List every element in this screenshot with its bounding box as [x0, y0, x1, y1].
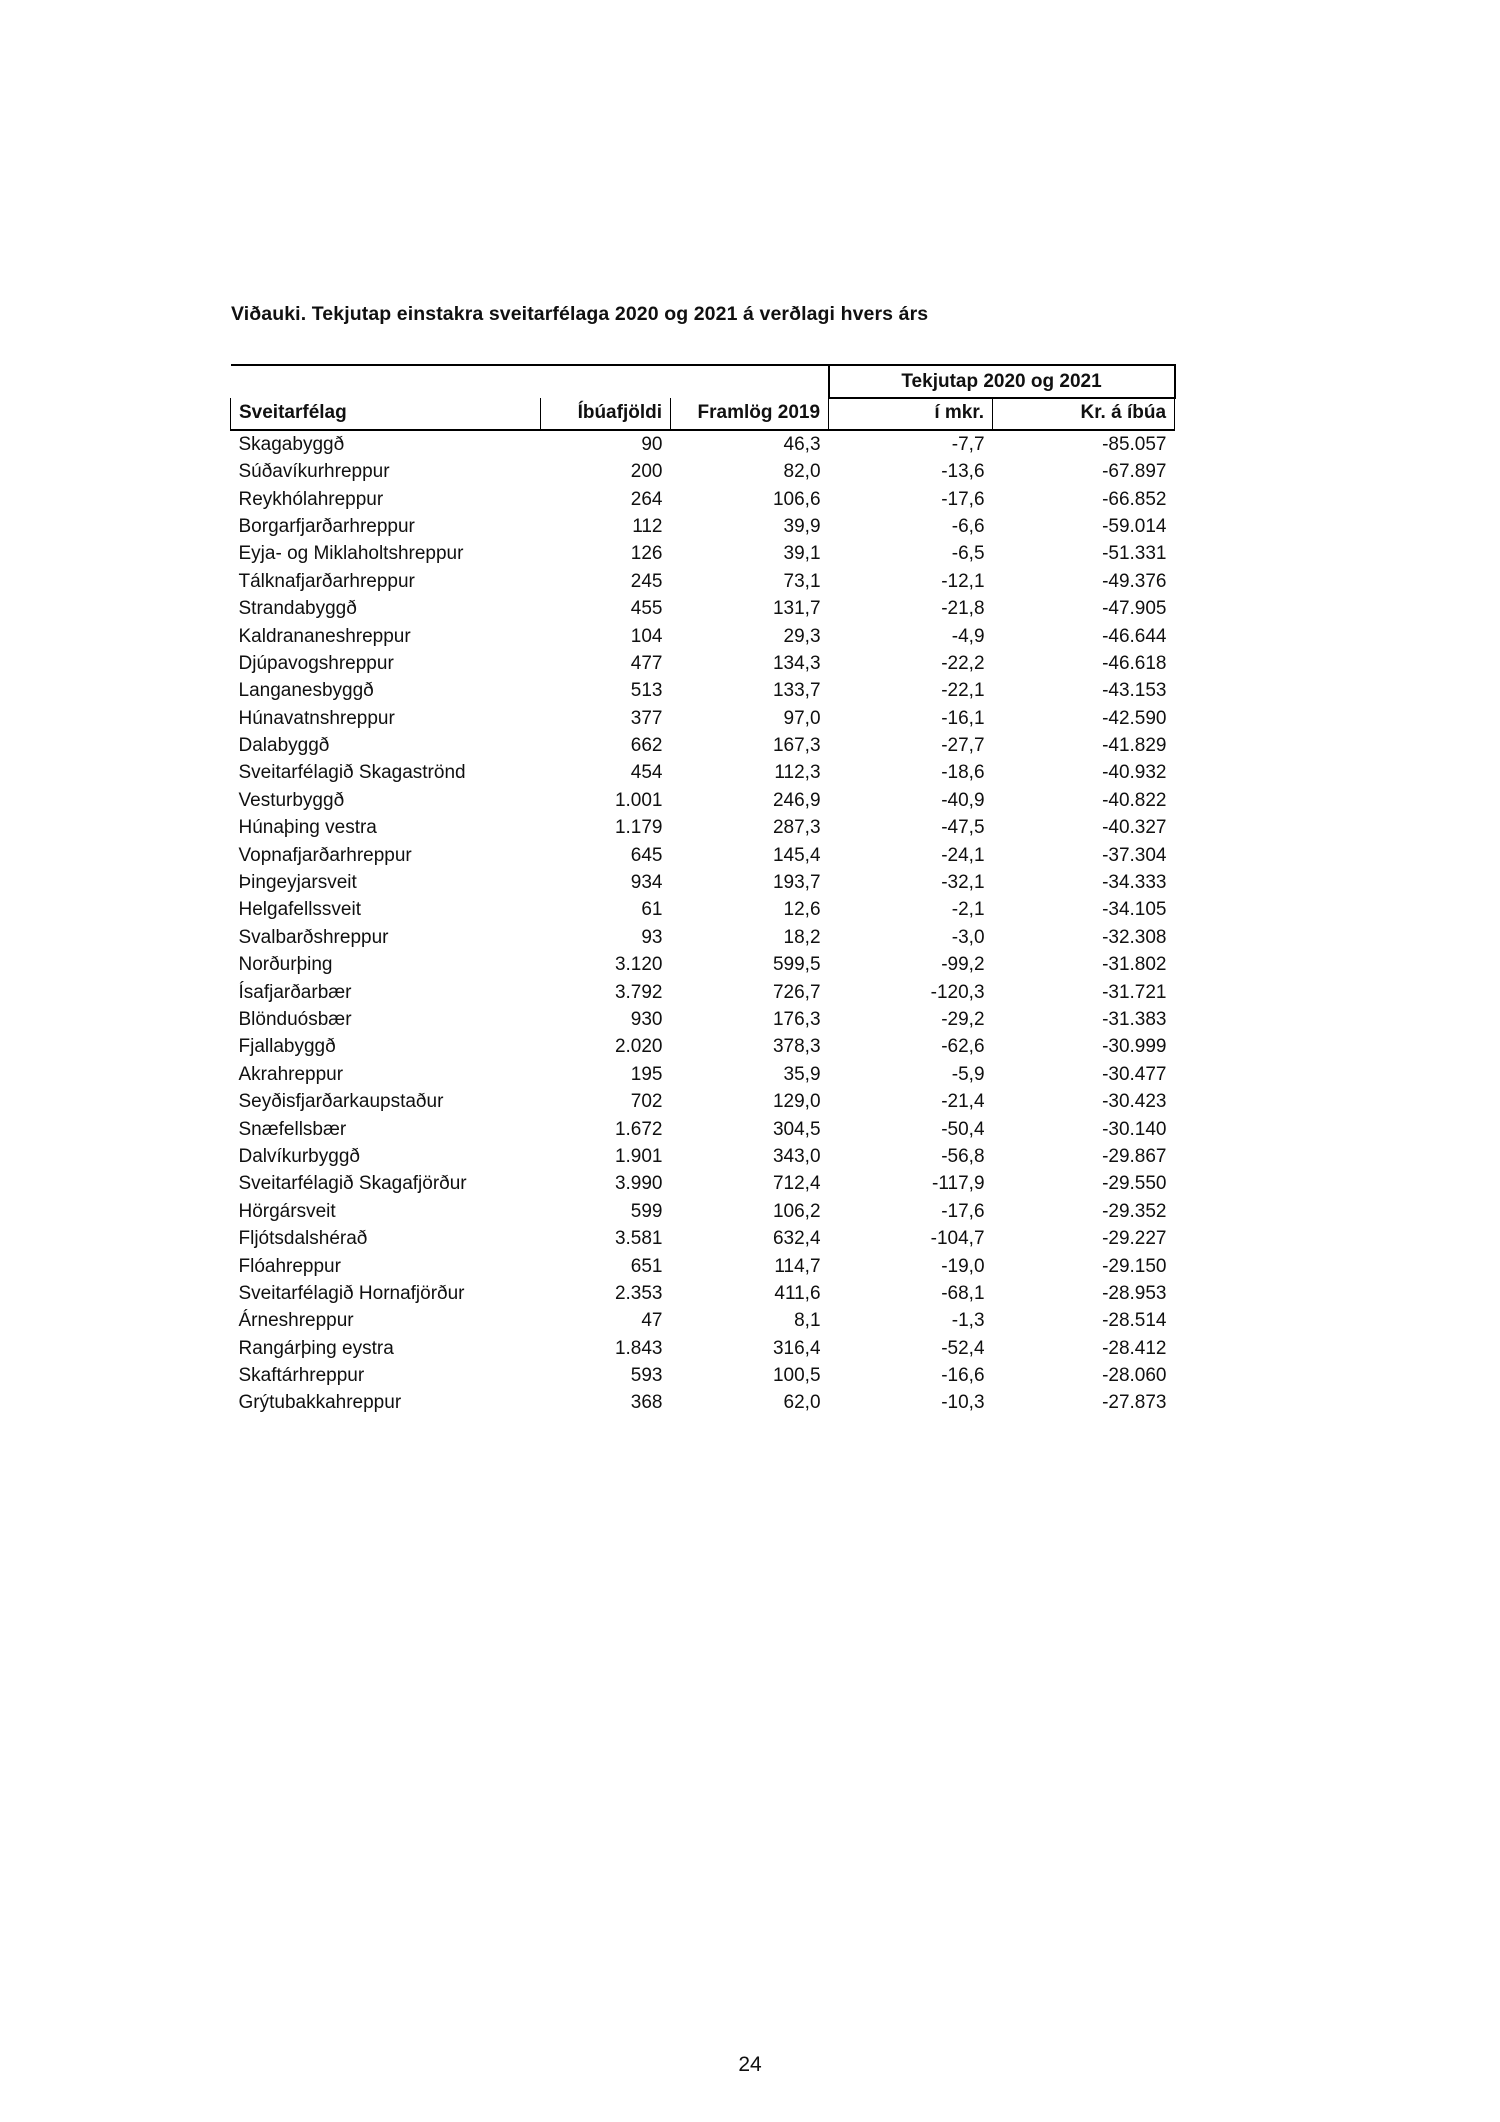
population-cell: 1.672: [614, 1118, 663, 1140]
population-cell: 195: [630, 1063, 663, 1085]
population-cell: 3.792: [614, 981, 663, 1003]
table-body: [231, 430, 1175, 1417]
column-header-ibuafjoldi: Íbúafjöldi: [541, 398, 671, 430]
loss-mkr-cell: -3,0: [951, 926, 985, 948]
loss-kr-per-capita-cell: -37.304: [1102, 844, 1167, 866]
table-row: [231, 430, 1175, 458]
population-cell: 1.179: [614, 817, 663, 839]
column-header-kr-a-ibua: Kr. á íbúa: [993, 398, 1175, 430]
population-cell: 454: [630, 762, 663, 784]
contribution-2019-cell: 62,0: [783, 1392, 821, 1414]
contribution-2019-cell: 39,9: [783, 515, 821, 537]
population-cell: 513: [630, 680, 663, 702]
loss-kr-per-capita-cell: -43.153: [1102, 680, 1167, 702]
loss-kr-per-capita-cell: -67.897: [1102, 461, 1167, 483]
municipality-name-cell: Skaftárhreppur: [238, 1365, 365, 1387]
table-row: [231, 1225, 1175, 1252]
table-row: [231, 485, 1175, 512]
contribution-2019-cell: 46,3: [783, 434, 821, 455]
loss-kr-per-capita-cell: -28.953: [1102, 1282, 1167, 1304]
population-cell: 2.020: [614, 1036, 663, 1058]
contribution-2019-cell: 39,1: [783, 543, 821, 565]
contribution-2019-cell: 133,7: [772, 680, 821, 702]
loss-kr-per-capita-cell: -28.412: [1102, 1337, 1167, 1359]
municipality-name-cell: Árneshreppur: [238, 1310, 354, 1332]
loss-mkr-cell: -104,7: [930, 1228, 985, 1250]
loss-kr-per-capita-cell: -28.514: [1102, 1310, 1167, 1332]
municipality-name-cell: Sveitarfélagið Hornafjörður: [238, 1282, 465, 1304]
loss-kr-per-capita-cell: -42.590: [1102, 707, 1167, 729]
municipality-name-cell: Grýtubakkahreppur: [238, 1392, 402, 1414]
municipality-name-cell: Dalvíkurbyggð: [238, 1145, 360, 1167]
loss-kr-per-capita-cell: -40.822: [1102, 789, 1167, 811]
table-row: [231, 1362, 1175, 1389]
municipality-name-cell: Tálknafjarðarhreppur: [238, 570, 415, 592]
population-cell: 104: [630, 625, 663, 647]
population-cell: 245: [630, 570, 663, 592]
loss-mkr-cell: -117,9: [932, 1173, 985, 1195]
contribution-2019-cell: 378,3: [772, 1036, 821, 1058]
table-row: [231, 787, 1175, 814]
table-row: [231, 759, 1175, 786]
loss-mkr-cell: -1,3: [951, 1310, 985, 1332]
contribution-2019-cell: 343,0: [772, 1145, 821, 1167]
municipality-name-cell: Svalbarðshreppur: [238, 926, 389, 948]
loss-kr-per-capita-cell: -29.150: [1102, 1255, 1167, 1277]
population-cell: 930: [630, 1009, 663, 1030]
municipality-name-cell: Skagabyggð: [238, 434, 345, 455]
loss-kr-per-capita-cell: -30.423: [1102, 1091, 1167, 1113]
contribution-2019-cell: 304,5: [772, 1118, 821, 1140]
contribution-2019-cell: 8,1: [794, 1310, 821, 1332]
table-row: [231, 1033, 1175, 1060]
loss-kr-per-capita-cell: -47.905: [1102, 598, 1167, 620]
table-row: [231, 568, 1175, 595]
population-cell: 651: [630, 1255, 663, 1277]
loss-mkr-cell: -7,7: [951, 434, 985, 455]
table-row: [231, 458, 1175, 485]
table-row: [231, 622, 1175, 649]
loss-mkr-cell: -22,2: [941, 652, 985, 674]
municipality-name-cell: Blönduósbær: [238, 1009, 352, 1030]
group-header-spacer: [231, 365, 829, 398]
table-row: [231, 1307, 1175, 1334]
municipality-name-cell: Borgarfjarðarhreppur: [238, 515, 415, 537]
population-cell: 599: [630, 1200, 663, 1222]
table-row: [231, 896, 1175, 923]
table-row: [231, 1115, 1175, 1142]
table-row: [231, 1198, 1175, 1225]
loss-mkr-cell: -16,6: [941, 1365, 985, 1387]
loss-mkr-cell: -19,0: [941, 1255, 985, 1277]
population-cell: 3.990: [614, 1173, 663, 1195]
loss-kr-per-capita-cell: -31.802: [1102, 954, 1167, 976]
contribution-2019-cell: 29,3: [783, 625, 821, 647]
municipality-name-cell: Húnavatnshreppur: [238, 707, 395, 729]
population-cell: 377: [630, 707, 663, 729]
column-header-i-mkr: í mkr.: [829, 398, 993, 430]
municipality-name-cell: Fljótsdalshérað: [238, 1228, 368, 1250]
table-row: [231, 1143, 1175, 1170]
loss-mkr-cell: -2,1: [951, 899, 985, 921]
population-cell: 368: [630, 1392, 663, 1414]
population-cell: 3.581: [614, 1228, 663, 1250]
column-header-sveitarfelag: Sveitarfélag: [231, 398, 541, 430]
loss-kr-per-capita-cell: -34.333: [1102, 872, 1167, 894]
contribution-2019-cell: 73,1: [783, 570, 821, 592]
population-cell: 3.120: [614, 954, 663, 976]
loss-kr-per-capita-cell: -40.932: [1102, 762, 1167, 784]
loss-mkr-cell: -56,8: [941, 1145, 985, 1167]
contribution-2019-cell: 106,6: [772, 488, 821, 510]
table-row: [231, 1170, 1175, 1197]
contribution-2019-cell: 599,5: [772, 954, 821, 976]
revenue-loss-table: [230, 364, 1176, 1417]
municipality-name-cell: Súðavíkurhreppur: [238, 461, 390, 483]
population-cell: 264: [630, 488, 663, 510]
loss-mkr-cell: -13,6: [941, 461, 985, 483]
contribution-2019-cell: 287,3: [772, 817, 821, 839]
contribution-2019-cell: 316,4: [772, 1337, 821, 1359]
table-row: [231, 595, 1175, 622]
municipality-name-cell: Seyðisfjarðarkaupstaður: [238, 1091, 444, 1113]
loss-mkr-cell: -12,1: [941, 570, 985, 592]
municipality-name-cell: Ísafjarðarbær: [238, 981, 352, 1003]
loss-kr-per-capita-cell: -30.999: [1102, 1036, 1167, 1058]
loss-mkr-cell: -68,1: [941, 1282, 985, 1304]
loss-kr-per-capita-cell: -40.327: [1102, 817, 1167, 839]
loss-mkr-cell: -52,4: [941, 1337, 985, 1359]
contribution-2019-cell: 82,0: [783, 461, 821, 483]
contribution-2019-cell: 131,7: [772, 598, 821, 620]
municipality-name-cell: Sveitarfélagið Skagaströnd: [238, 762, 466, 784]
contribution-2019-cell: 106,2: [772, 1200, 821, 1222]
population-cell: 112: [632, 515, 663, 537]
population-cell: 61: [641, 899, 663, 921]
municipality-name-cell: Fjallabyggð: [238, 1036, 336, 1058]
table-row: [231, 1335, 1175, 1362]
population-cell: 662: [630, 735, 663, 757]
contribution-2019-cell: 176,3: [772, 1009, 821, 1030]
loss-kr-per-capita-cell: -59.014: [1102, 515, 1167, 537]
table-row: [231, 951, 1175, 978]
table-row: [231, 1061, 1175, 1088]
municipality-name-cell: Eyja- og Miklaholtshreppur: [238, 543, 464, 565]
table-row: [231, 978, 1175, 1005]
contribution-2019-cell: 134,3: [772, 652, 821, 674]
table-row: [231, 841, 1175, 868]
contribution-2019-cell: 18,2: [783, 926, 821, 948]
table-row: [231, 1252, 1175, 1279]
page-number: 24: [738, 2053, 762, 2076]
municipality-name-cell: Helgafellssveit: [238, 899, 361, 921]
loss-kr-per-capita-cell: -32.308: [1102, 926, 1167, 948]
group-header-cell: Tekjutap 2020 og 2021: [829, 365, 1175, 398]
contribution-2019-cell: 97,0: [783, 707, 821, 729]
municipality-name-cell: Rangárþing eystra: [238, 1337, 394, 1359]
municipality-name-cell: Vopnafjarðarhreppur: [238, 844, 412, 866]
table-row: [231, 540, 1175, 567]
table-row: [231, 814, 1175, 841]
contribution-2019-cell: 12,6: [783, 899, 821, 921]
loss-mkr-cell: -50,4: [941, 1118, 985, 1140]
group-header-row: [231, 365, 1175, 398]
municipality-name-cell: Akrahreppur: [238, 1063, 344, 1085]
loss-mkr-cell: -17,6: [941, 1200, 985, 1222]
loss-kr-per-capita-cell: -31.383: [1102, 1009, 1167, 1030]
table-row: [231, 1006, 1175, 1033]
loss-mkr-cell: -62,6: [941, 1036, 985, 1058]
municipality-name-cell: Norðurþing: [238, 954, 333, 976]
loss-kr-per-capita-cell: -31.721: [1102, 981, 1167, 1003]
table-row: [231, 1280, 1175, 1307]
loss-kr-per-capita-cell: -46.644: [1102, 625, 1167, 647]
table-row: [231, 677, 1175, 704]
loss-mkr-cell: -22,1: [941, 680, 985, 702]
municipality-name-cell: Snæfellsbær: [238, 1118, 347, 1140]
contribution-2019-cell: 167,3: [772, 735, 821, 757]
loss-kr-per-capita-cell: -85.057: [1102, 434, 1167, 455]
loss-mkr-cell: -4,9: [951, 625, 985, 647]
contribution-2019-cell: 193,7: [772, 872, 821, 894]
loss-mkr-cell: -27,7: [941, 735, 985, 757]
contribution-2019-cell: 145,4: [772, 844, 821, 866]
loss-mkr-cell: -5,9: [951, 1063, 985, 1085]
column-header-framlog-2019: Framlög 2019: [671, 398, 829, 430]
loss-mkr-cell: -10,3: [941, 1392, 985, 1414]
contribution-2019-cell: 246,9: [772, 789, 821, 811]
municipality-name-cell: Djúpavogshreppur: [238, 652, 394, 674]
table-row: [231, 650, 1175, 677]
loss-mkr-cell: -18,6: [941, 762, 985, 784]
population-cell: 477: [630, 652, 663, 674]
loss-kr-per-capita-cell: -41.829: [1102, 735, 1167, 757]
loss-mkr-cell: -6,5: [951, 543, 985, 565]
loss-kr-per-capita-cell: -27.873: [1102, 1392, 1167, 1414]
population-cell: 593: [630, 1365, 663, 1387]
table-row: [231, 732, 1175, 759]
contribution-2019-cell: 35,9: [783, 1063, 821, 1085]
loss-mkr-cell: -32,1: [941, 872, 985, 894]
loss-mkr-cell: -120,3: [930, 981, 985, 1003]
column-header-row: [231, 398, 1175, 430]
table-row: [231, 869, 1175, 896]
loss-kr-per-capita-cell: -34.105: [1102, 899, 1167, 921]
loss-kr-per-capita-cell: -29.227: [1102, 1228, 1167, 1250]
table-row: [231, 513, 1175, 540]
population-cell: 47: [641, 1310, 663, 1332]
municipality-name-cell: Dalabyggð: [238, 735, 330, 757]
municipality-name-cell: Húnaþing vestra: [238, 817, 377, 839]
page-title: Viðauki. Tekjutap einstakra sveitarfélaga 2020 og 2021 á verðlagi hvers árs: [231, 303, 929, 325]
population-cell: 1.843: [614, 1337, 663, 1359]
loss-kr-per-capita-cell: -51.331: [1102, 543, 1167, 565]
loss-kr-per-capita-cell: -30.477: [1102, 1063, 1167, 1085]
loss-kr-per-capita-cell: -30.140: [1102, 1118, 1167, 1140]
population-cell: 1.001: [614, 789, 663, 811]
loss-kr-per-capita-cell: -28.060: [1102, 1365, 1167, 1387]
loss-mkr-cell: -24,1: [941, 844, 985, 866]
population-cell: 90: [641, 434, 663, 455]
loss-kr-per-capita-cell: -29.867: [1102, 1145, 1167, 1167]
municipality-name-cell: Reykhólahreppur: [238, 488, 384, 510]
population-cell: 934: [630, 872, 663, 894]
municipality-name-cell: Vesturbyggð: [238, 789, 345, 811]
loss-mkr-cell: -16,1: [941, 707, 985, 729]
municipality-name-cell: Flóahreppur: [238, 1255, 341, 1277]
contribution-2019-cell: 411,6: [774, 1282, 821, 1304]
population-cell: 702: [630, 1091, 663, 1113]
contribution-2019-cell: 712,4: [772, 1173, 821, 1195]
contribution-2019-cell: 726,7: [772, 981, 821, 1003]
contribution-2019-cell: 100,5: [772, 1365, 821, 1387]
loss-mkr-cell: -40,9: [941, 789, 985, 811]
loss-kr-per-capita-cell: -29.352: [1102, 1200, 1167, 1222]
loss-mkr-cell: -29,2: [941, 1009, 985, 1030]
contribution-2019-cell: 112,3: [774, 762, 821, 784]
municipality-name-cell: Þingeyjarsveit: [238, 872, 357, 894]
contribution-2019-cell: 114,7: [774, 1255, 821, 1277]
municipality-name-cell: Sveitarfélagið Skagafjörður: [238, 1173, 467, 1195]
loss-mkr-cell: -47,5: [941, 817, 985, 839]
municipality-name-cell: Strandabyggð: [238, 598, 357, 620]
municipality-name-cell: Kaldrananeshreppur: [238, 625, 411, 647]
loss-kr-per-capita-cell: -66.852: [1102, 488, 1167, 510]
population-cell: 455: [630, 598, 663, 620]
contribution-2019-cell: 129,0: [772, 1091, 821, 1113]
municipality-name-cell: Langanesbyggð: [238, 680, 374, 702]
loss-kr-per-capita-cell: -29.550: [1102, 1173, 1167, 1195]
population-cell: 200: [630, 461, 663, 483]
loss-mkr-cell: -17,6: [941, 488, 985, 510]
contribution-2019-cell: 632,4: [772, 1228, 821, 1250]
table-row: [231, 924, 1175, 951]
loss-kr-per-capita-cell: -49.376: [1102, 570, 1167, 592]
loss-kr-per-capita-cell: -46.618: [1102, 652, 1167, 674]
population-cell: 645: [630, 844, 663, 866]
population-cell: 93: [641, 926, 663, 948]
population-cell: 126: [630, 543, 663, 565]
table-row: [231, 1389, 1175, 1416]
loss-mkr-cell: -21,4: [941, 1091, 985, 1113]
population-cell: 1.901: [614, 1145, 663, 1167]
loss-mkr-cell: -6,6: [951, 515, 985, 537]
population-cell: 2.353: [614, 1282, 663, 1304]
table-row: [231, 705, 1175, 732]
table-row: [231, 1088, 1175, 1115]
loss-mkr-cell: -99,2: [941, 954, 985, 976]
municipality-name-cell: Hörgársveit: [238, 1200, 336, 1222]
loss-mkr-cell: -21,8: [941, 598, 985, 620]
